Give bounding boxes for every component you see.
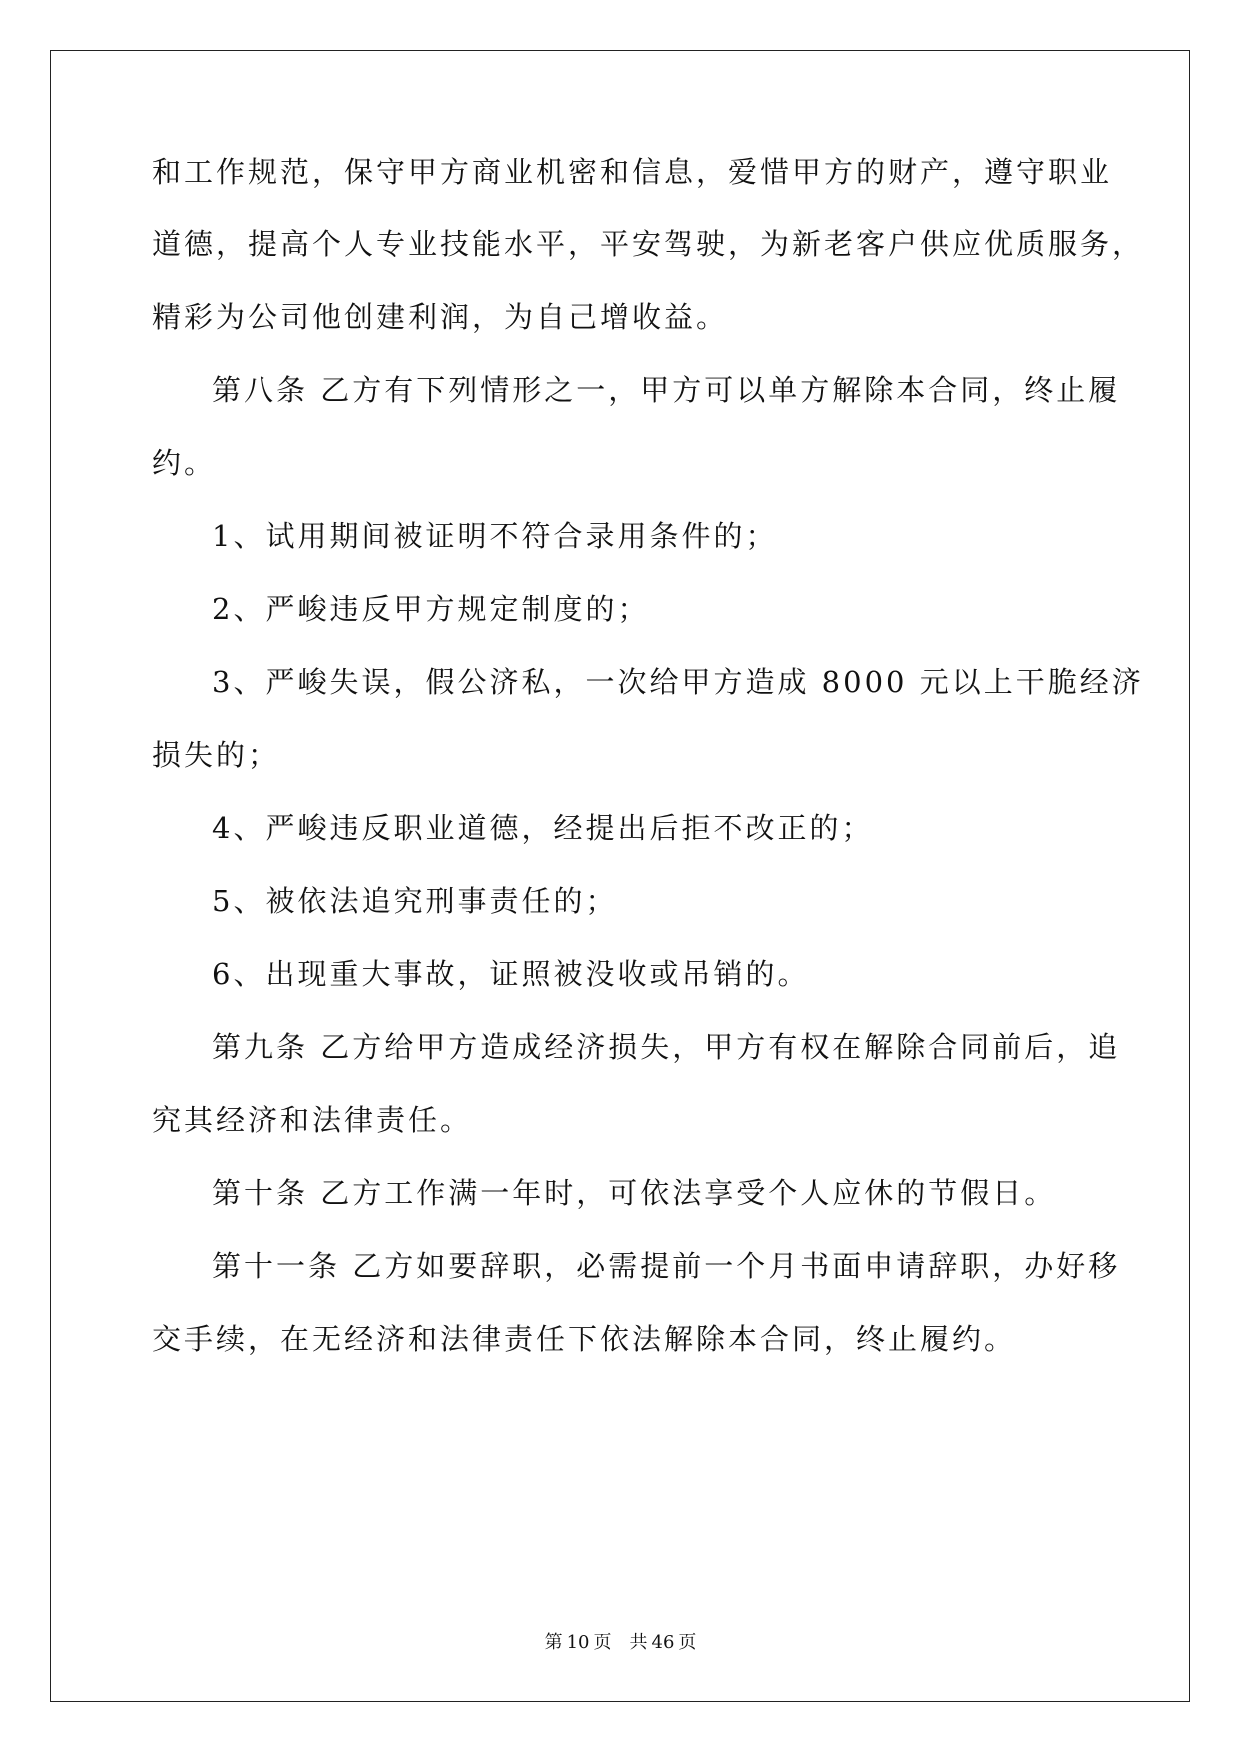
text-line: 精彩为公司他创建利润，为自己增收益。 [152,300,729,334]
list-item: 3、严峻失误，假公济私，一次给甲方造成 8000 元以上干脆经济 [212,665,1144,699]
list-item: 2、严峻违反甲方规定制度的； [212,592,650,626]
list-item: 5、被依法追究刑事责任的； [212,884,618,918]
text-line: 究其经济和法律责任。 [152,1103,473,1137]
text-line: 约。 [152,446,217,480]
list-item: 4、严峻违反职业道德，经提出后拒不改正的； [212,811,874,845]
text-line: 道德，提高个人专业技能水平，平安驾驶，为新老客户供应优质服务， [152,227,1145,261]
page-suffix: 页 [678,1632,697,1653]
page-total-number: 46 [651,1632,675,1653]
page-prefix: 第 [544,1632,563,1653]
list-item: 1、试用期间被证明不符合录用条件的； [212,519,778,553]
text-line: 交手续，在无经济和法律责任下依法解除本合同，终止履约。 [152,1322,1017,1356]
page-mid-label: 页 共 [593,1632,648,1653]
list-item: 6、出现重大事故，证照被没收或吊销的。 [212,957,810,991]
article-10-heading: 第十条 乙方工作满一年时，可依法享受个人应休的节假日。 [212,1176,1057,1210]
page-footer [0,1628,1241,1654]
page-current-number: 10 [566,1632,590,1653]
article-8-heading: 第八条 乙方有下列情形之一，甲方可以单方解除本合同，终止履 [212,373,1121,407]
article-9-heading: 第九条 乙方给甲方造成经济损失，甲方有权在解除合同前后，追 [212,1030,1121,1064]
text-line: 损失的； [152,738,281,772]
text-line: 和工作规范，保守甲方商业机密和信息，爱惜甲方的财产，遵守职业 [152,155,1113,189]
article-11-heading: 第十一条 乙方如要辞职，必需提前一个月书面申请辞职，办好移 [212,1249,1121,1283]
